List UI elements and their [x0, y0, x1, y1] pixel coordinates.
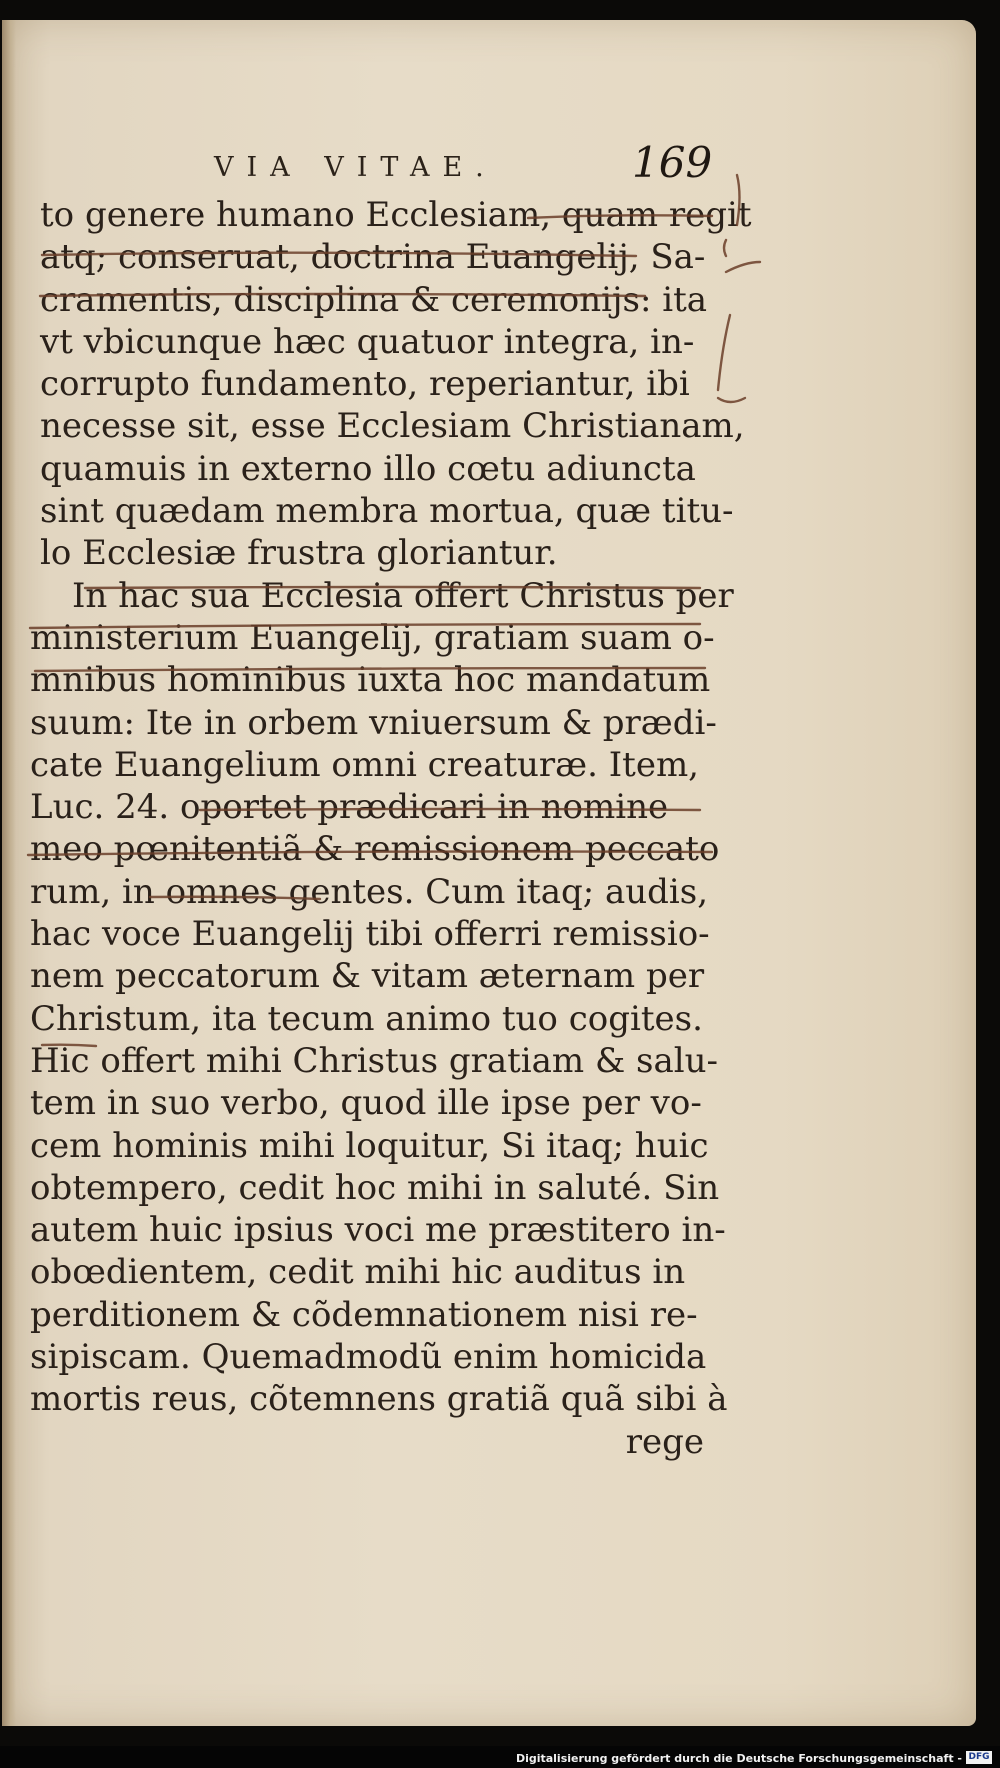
text-line: Hic offert mihi Christus gratiam & salu-: [30, 1040, 719, 1081]
text-line: Christum, ita tecum animo tuo cogites.: [30, 998, 703, 1039]
text-line: obtempero, cedit hoc mihi in saluté. Sin: [30, 1167, 720, 1208]
text-line: mortis reus, cõtemnens gratiã quã sibi à: [30, 1379, 728, 1420]
text-line: corrupto fundamento, reperiantur, ibi: [40, 364, 690, 405]
text-line: to genere humano Ecclesiam, quam regit: [40, 195, 752, 235]
text-line: mnibus hominibus iuxta hoc mandatum: [30, 660, 711, 701]
text-block: [30, 194, 752, 1463]
text-line: atq; conseruat, doctrina Euangelij, Sa-: [40, 237, 706, 278]
text-line: lo Ecclesiæ frustra gloriantur.: [40, 533, 558, 574]
catchword: rege: [625, 1421, 704, 1462]
text-line: suum: Ite in orbem vniuersum & prædi-: [30, 702, 717, 743]
text-line: obœdientem, cedit mihi hic auditus in: [30, 1252, 686, 1293]
text-line: tem in suo verbo, quod ille ipse per vo-: [30, 1083, 702, 1124]
text-line: Luc. 24. oportet prædicari in nomine: [30, 787, 669, 828]
text-line: In hac sua Ecclesia offert Christus per: [72, 575, 734, 616]
text-line: cem hominis mihi loquitur, Si itaq; huic: [30, 1125, 709, 1166]
text-line: meo pœnitentiã & remissionem peccato: [30, 829, 720, 870]
text-line: vt vbicunque hæc quatuor integra, in-: [40, 321, 695, 362]
page-spine-shadow: [2, 20, 16, 1726]
running-title: VIA VITAE.: [214, 152, 497, 183]
text-line: cramentis, disciplina & ceremonijs: ita: [40, 279, 708, 320]
page-number: 169: [632, 138, 713, 187]
footer-bar: [0, 1746, 1000, 1768]
text-line: hac voce Euangelij tibi offerri remissio-: [30, 914, 710, 955]
book-page: [2, 20, 976, 1726]
text-line: sipiscam. Quemadmodũ enim homicida: [30, 1337, 707, 1378]
dfg-logo: DFG: [966, 1751, 992, 1764]
digitization-credit: Digitalisierung gefördert durch die Deutsche Forschungsgemeinschaft -: [515, 1752, 962, 1765]
text-line: necesse sit, esse Ecclesiam Christianam,: [40, 406, 745, 447]
text-line: ministerium Euangelij, gratiam suam o-: [30, 617, 715, 658]
text-line: quamuis in externo illo cœtu adiuncta: [40, 448, 696, 489]
text-line: autem huic ipsius voci me præstitero in-: [30, 1210, 726, 1251]
text-line: perditionem & cõdemnationem nisi re-: [30, 1294, 698, 1335]
text-line: cate Euangelium omni creaturæ. Item,: [30, 744, 699, 785]
text-line: sint quædam membra mortua, quæ titu-: [40, 491, 734, 532]
text-line: nem peccatorum & vitam æternam per: [30, 956, 705, 997]
text-line: rum, in omnes gentes. Cum itaq; audis,: [30, 871, 709, 912]
running-head: [2, 136, 976, 196]
